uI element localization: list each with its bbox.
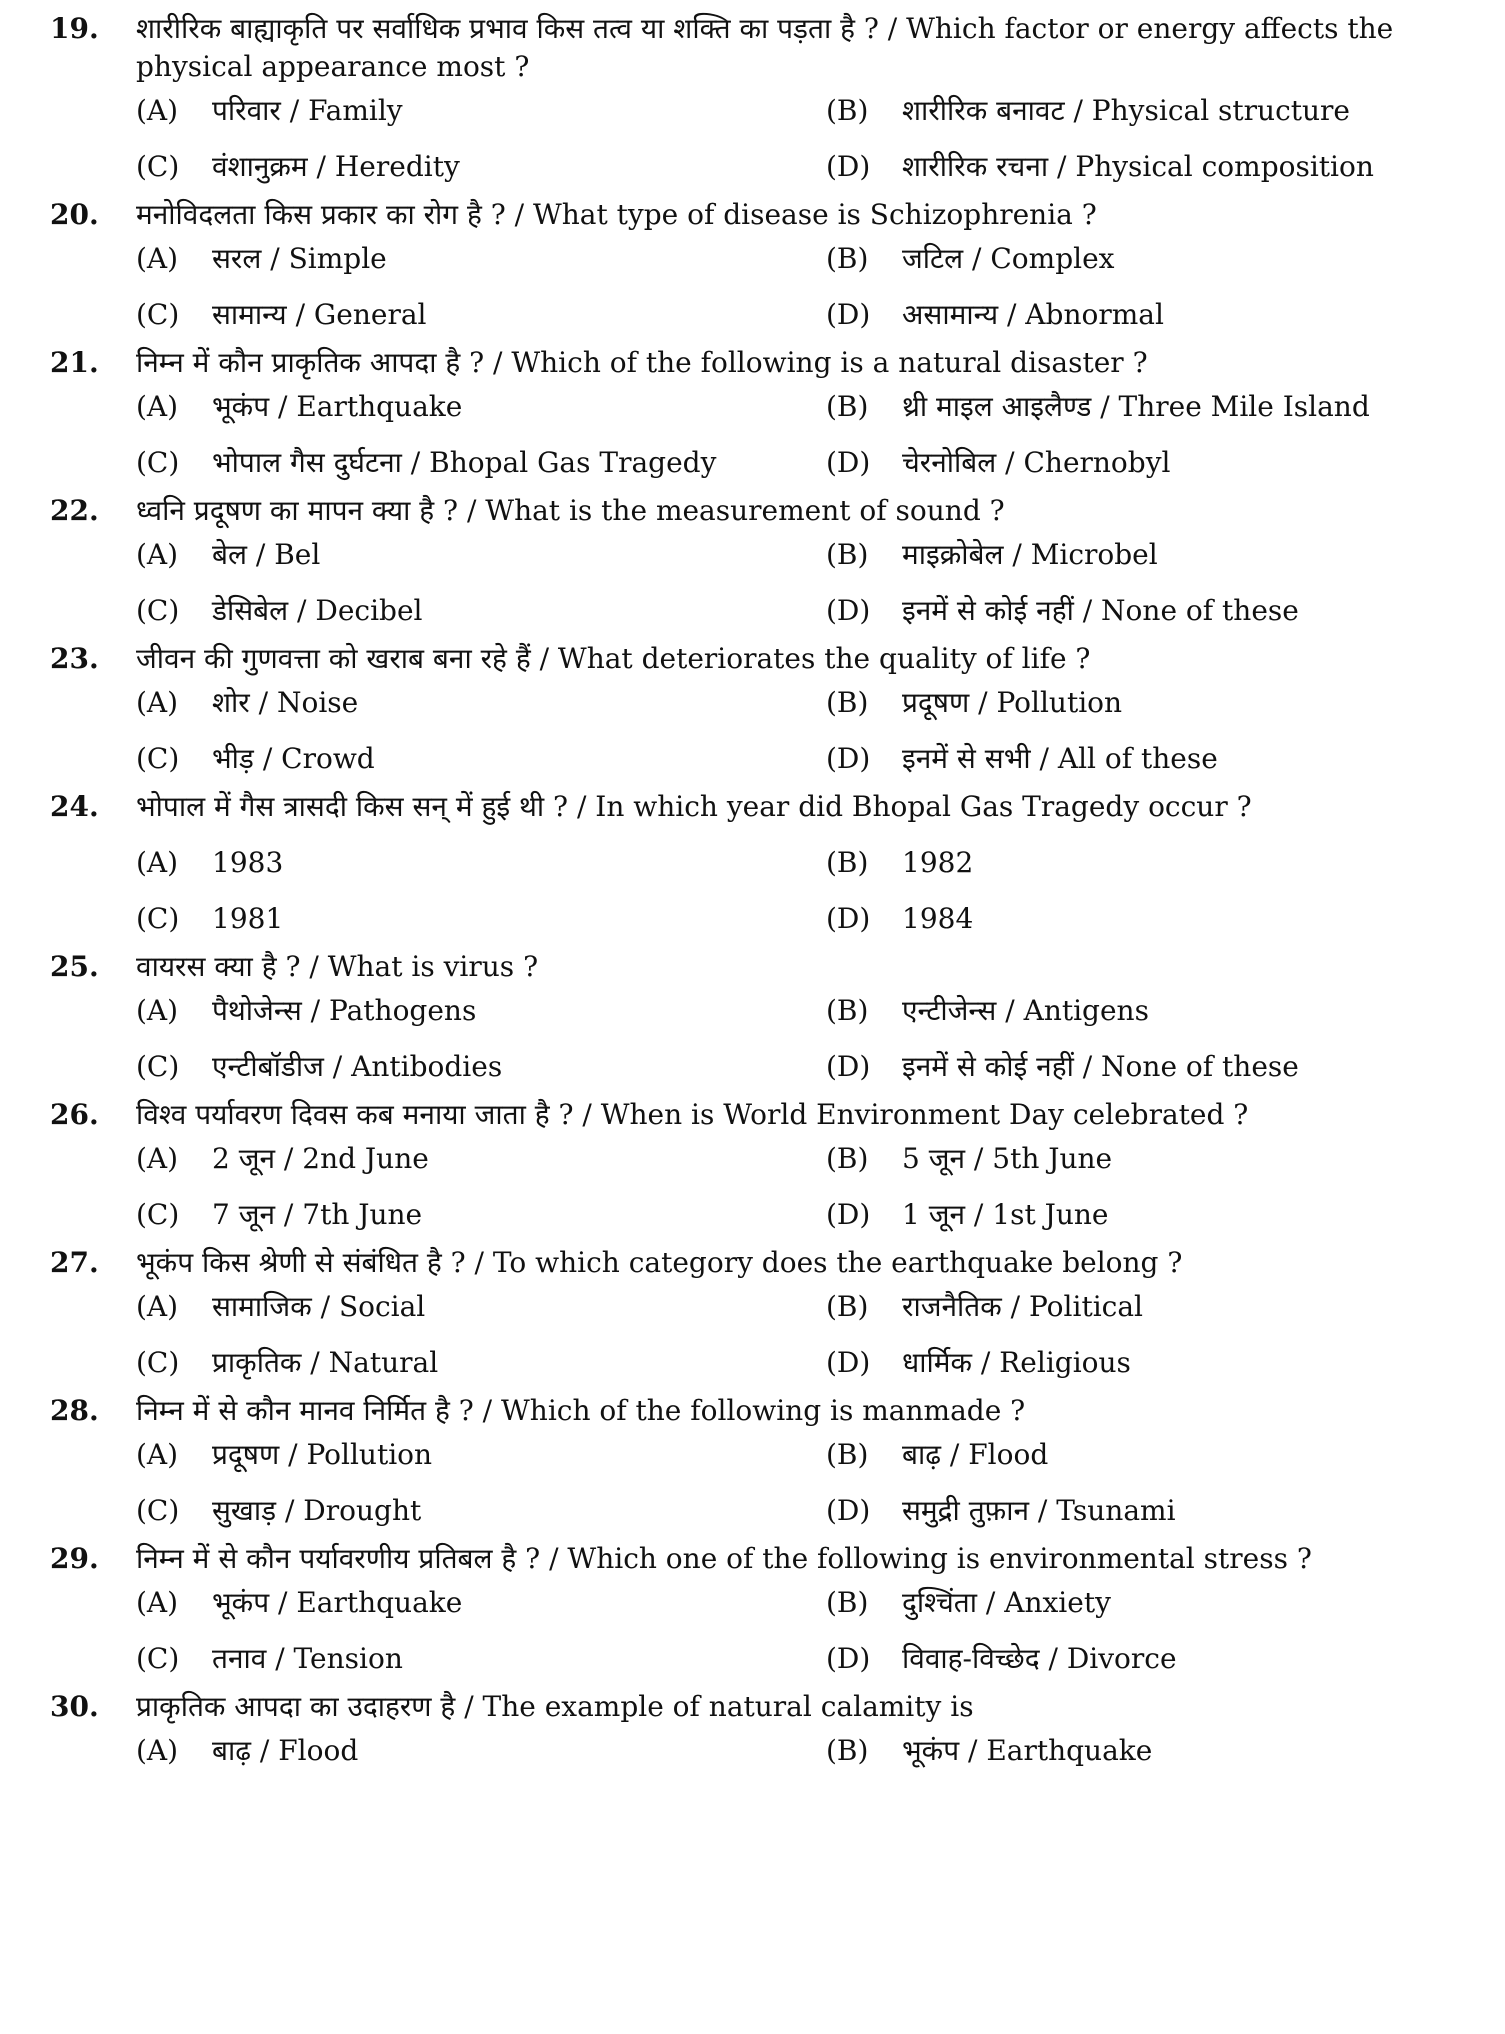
option-text: असामान्य / Abnormal [902,298,1164,331]
question-number: 23. [50,642,99,675]
options-grid [136,1288,1465,1382]
question-text: निम्न में से कौन पर्यावरणीय प्रतिबल है ? / Which one of the following is environmental stress ? [136,1542,1312,1575]
option-text: बाढ़ / Flood [902,1438,1049,1471]
option-d [826,592,1505,630]
question-23 [50,640,1465,778]
option-text: तनाव / Tension [212,1642,403,1675]
options-grid [136,1732,1465,1770]
option-a [136,1140,826,1178]
option-label: (C) [136,1642,180,1675]
option-d [826,900,1505,938]
option-label: (D) [826,1198,871,1231]
option-text: राजनैतिक / Political [902,1290,1143,1323]
option-a [136,240,826,278]
option-label: (A) [136,994,179,1027]
option-d [826,1492,1505,1530]
option-text: 2 जून / 2nd June [212,1142,429,1175]
option-label: (B) [826,94,869,127]
option-label: (D) [826,594,871,627]
option-b [826,240,1505,278]
option-label: (B) [826,686,869,719]
option-text: प्रदूषण / Pollution [212,1438,433,1471]
question-text: विश्व पर्यावरण दिवस कब मनाया जाता है ? / When is World Environment Day celebrated ? [136,1098,1249,1131]
option-text: इनमें से सभी / All of these [902,742,1218,775]
option-c [136,1492,826,1530]
question-number: 22. [50,494,99,527]
option-label: (C) [136,446,180,479]
option-d [826,740,1505,778]
option-c [136,592,826,630]
question-text: भोपाल में गैस त्रासदी किस सन् में हुई थी ? / In which year did Bhopal Gas Tragedy occur ? [136,790,1252,823]
question-number: 29. [50,1542,99,1575]
option-label: (B) [826,846,869,879]
option-label: (C) [136,1346,180,1379]
option-text: माइक्रोबेल / Microbel [902,538,1158,571]
option-label: (B) [826,538,869,571]
question-19 [50,10,1465,186]
option-a [136,388,826,426]
option-a [136,536,826,574]
option-label: (B) [826,390,869,423]
option-label: (C) [136,1494,180,1527]
options-grid [136,1140,1465,1234]
option-label: (B) [826,1142,869,1175]
option-a [136,1732,826,1770]
option-a [136,844,826,882]
question-number: 27. [50,1246,99,1279]
option-b [826,684,1505,722]
option-label: (D) [826,1494,871,1527]
option-d [826,296,1505,334]
option-text: परिवार / Family [212,94,403,127]
question-20 [50,196,1465,334]
option-label: (C) [136,742,180,775]
option-text: इनमें से कोई नहीं / None of these [902,1050,1299,1083]
option-text: सामान्य / General [212,298,427,331]
question-text: भूकंप किस श्रेणी से संबंधित है ? / To which category does the earthquake belong ? [136,1246,1183,1279]
option-label: (A) [136,1734,179,1767]
option-text: भीड़ / Crowd [212,742,375,775]
question-25 [50,948,1465,1086]
question-number: 30. [50,1690,99,1723]
option-d [826,148,1505,186]
question-21 [50,344,1465,482]
option-b [826,388,1505,426]
option-text: 1984 [902,902,974,935]
option-label: (C) [136,298,180,331]
option-text: डेसिबेल / Decibel [212,594,423,627]
option-label: (D) [826,150,871,183]
option-label: (D) [826,742,871,775]
question-27 [50,1244,1465,1382]
question-number: 28. [50,1394,99,1427]
question-text: मनोविदलता किस प्रकार का रोग है ? / What type of disease is Schizophrenia ? [136,198,1097,231]
option-text: धार्मिक / Religious [902,1346,1131,1379]
options-grid [136,388,1465,482]
option-text: जटिल / Complex [902,242,1115,275]
option-text: विवाह-विच्छेद / Divorce [902,1642,1177,1675]
option-label: (A) [136,390,179,423]
option-text: दुश्चिंता / Anxiety [902,1586,1111,1619]
option-c [136,900,826,938]
option-b [826,1732,1505,1770]
question-number: 24. [50,790,99,823]
option-c [136,1640,826,1678]
option-c [136,1196,826,1234]
option-b [826,1288,1505,1326]
question-24 [50,788,1465,938]
option-d [826,1344,1505,1382]
option-c [136,444,826,482]
option-d [826,1640,1505,1678]
option-label: (A) [136,1290,179,1323]
option-c [136,148,826,186]
option-label: (A) [136,846,179,879]
option-b [826,92,1505,130]
option-text: भूकंप / Earthquake [902,1734,1153,1767]
option-b [826,536,1505,574]
option-a [136,684,826,722]
option-text: समुद्री तुफ़ान / Tsunami [902,1494,1176,1527]
option-d [826,444,1505,482]
option-a [136,992,826,1030]
option-c [136,296,826,334]
options-grid [136,992,1465,1086]
option-text: भूकंप / Earthquake [212,390,463,423]
option-label: (D) [826,1346,871,1379]
options-grid [136,240,1465,334]
question-number: 21. [50,346,99,379]
options-grid [136,92,1465,186]
question-number: 20. [50,198,99,231]
option-label: (A) [136,1586,179,1619]
option-label: (A) [136,94,179,127]
option-c [136,740,826,778]
option-text: वंशानुक्रम / Heredity [212,150,460,183]
option-label: (B) [826,994,869,1027]
option-a [136,1436,826,1474]
option-a [136,92,826,130]
option-text: 1983 [212,846,284,879]
option-b [826,844,1505,882]
option-label: (A) [136,686,179,719]
option-text: 5 जून / 5th June [902,1142,1113,1175]
option-text: सरल / Simple [212,242,387,275]
option-b [826,1436,1505,1474]
question-number: 26. [50,1098,99,1131]
option-label: (A) [136,1438,179,1471]
options-grid [136,536,1465,630]
question-30 [50,1688,1465,1770]
option-text: एन्टीजेन्स / Antigens [902,994,1149,1027]
question-29 [50,1540,1465,1678]
options-grid [136,1436,1465,1530]
option-label: (B) [826,1734,869,1767]
option-b [826,1140,1505,1178]
question-text: प्राकृतिक आपदा का उदाहरण है / The example of natural calamity is [136,1690,974,1723]
option-text: शोर / Noise [212,686,359,719]
option-text: 1981 [212,902,284,935]
option-label: (A) [136,242,179,275]
option-text: सामाजिक / Social [212,1290,426,1323]
option-d [826,1196,1505,1234]
option-b [826,1584,1505,1622]
option-text: भोपाल गैस दुर्घटना / Bhopal Gas Tragedy [212,446,717,479]
option-text: शारीरिक रचना / Physical composition [902,150,1374,183]
question-text: शारीरिक बाह्याकृति पर सर्वाधिक प्रभाव किस तत्व या शक्ति का पड़ता है ? / Which factor or energy affects the physical appearance most ? [136,12,1394,83]
option-label: (B) [826,1438,869,1471]
option-text: 1 जून / 1st June [902,1198,1109,1231]
question-text: जीवन की गुणवत्ता को खराब बना रहे हैं / What deteriorates the quality of life ? [136,642,1091,675]
option-text: बेल / Bel [212,538,321,571]
option-a [136,1584,826,1622]
question-text: निम्न में कौन प्राकृतिक आपदा है ? / Which of the following is a natural disaster ? [136,346,1148,379]
option-text: इनमें से कोई नहीं / None of these [902,594,1299,627]
option-text: पैथोजेन्स / Pathogens [212,994,477,1027]
option-label: (D) [826,446,871,479]
question-text: वायरस क्या है ? / What is virus ? [136,950,539,983]
options-grid [136,844,1465,938]
question-text: निम्न में से कौन मानव निर्मित है ? / Which of the following is manmade ? [136,1394,1026,1427]
option-text: प्रदूषण / Pollution [902,686,1123,719]
option-a [136,1288,826,1326]
option-c [136,1048,826,1086]
question-28 [50,1392,1465,1530]
option-label: (D) [826,1050,871,1083]
option-label: (C) [136,1198,180,1231]
option-label: (D) [826,1642,871,1675]
option-text: शारीरिक बनावट / Physical structure [902,94,1351,127]
option-text: 1982 [902,846,974,879]
option-text: एन्टीबॉडीज / Antibodies [212,1050,503,1083]
question-number: 19. [50,12,99,45]
option-label: (B) [826,1290,869,1323]
option-label: (D) [826,298,871,331]
option-d [826,1048,1505,1086]
option-label: (C) [136,594,180,627]
option-text: 7 जून / 7th June [212,1198,423,1231]
question-number: 25. [50,950,99,983]
option-text: सुखाड़ / Drought [212,1494,422,1527]
option-label: (A) [136,1142,179,1175]
option-label: (D) [826,902,871,935]
option-text: बाढ़ / Flood [212,1734,359,1767]
option-label: (B) [826,1586,869,1619]
option-label: (C) [136,902,180,935]
option-text: चेरनोबिल / Chernobyl [902,446,1171,479]
options-grid [136,1584,1465,1678]
option-label: (B) [826,242,869,275]
option-text: प्राकृतिक / Natural [212,1346,439,1379]
question-text: ध्वनि प्रदूषण का मापन क्या है ? / What is the measurement of sound ? [136,494,1005,527]
options-grid [136,684,1465,778]
option-c [136,1344,826,1382]
option-text: भूकंप / Earthquake [212,1586,463,1619]
option-label: (C) [136,150,180,183]
question-26 [50,1096,1465,1234]
option-b [826,992,1505,1030]
option-text: थ्री माइल आइलैण्ड / Three Mile Island [902,390,1370,423]
question-22 [50,492,1465,630]
option-label: (A) [136,538,179,571]
option-label: (C) [136,1050,180,1083]
